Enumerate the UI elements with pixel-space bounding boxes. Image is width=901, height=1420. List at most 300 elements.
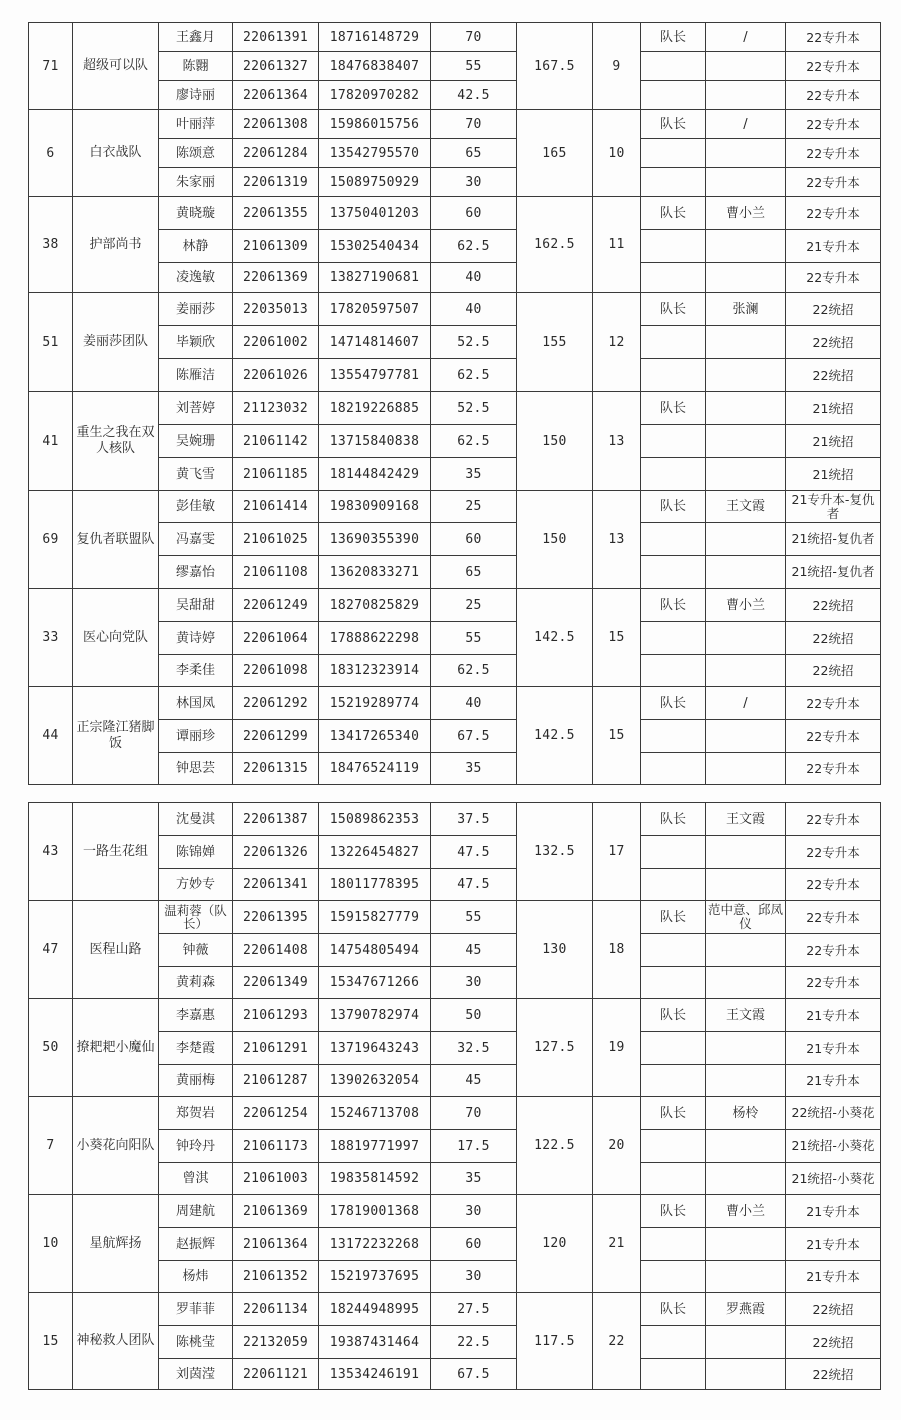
- member-note: 22专升本: [786, 967, 881, 999]
- team-rank: 15: [593, 589, 641, 687]
- team-advisor: 曹小兰: [706, 197, 786, 230]
- member-role: [641, 52, 706, 81]
- phone-number: 13715840838: [319, 425, 431, 458]
- table-row: [29, 110, 881, 139]
- member-score: 55: [431, 52, 517, 81]
- member-note: 22专升本: [786, 81, 881, 110]
- member-name: 刘茵滢: [159, 1359, 233, 1390]
- member-name: 谭丽珍: [159, 720, 233, 753]
- student-id: 21061025: [233, 523, 319, 556]
- team-advisor-empty: [706, 81, 786, 110]
- team-advisor: 王文霞: [706, 491, 786, 523]
- ranking-table-bottom: [28, 802, 881, 1390]
- table-row: [29, 1097, 881, 1130]
- team-advisor-empty: [706, 934, 786, 967]
- student-id: 22061292: [233, 687, 319, 720]
- member-role: [641, 934, 706, 967]
- student-id: 22061349: [233, 967, 319, 999]
- table-row: [29, 803, 881, 836]
- member-name: 钟思芸: [159, 753, 233, 785]
- member-note: 22专升本: [786, 23, 881, 52]
- member-role: [641, 326, 706, 359]
- team-advisor-empty: [706, 359, 786, 392]
- phone-number: 18716148729: [319, 23, 431, 52]
- team-name: 撩耙耙小魔仙: [73, 999, 159, 1097]
- member-note: 21专升本: [786, 1261, 881, 1293]
- member-name: 姜丽莎: [159, 293, 233, 326]
- phone-number: 15089750929: [319, 168, 431, 197]
- member-name: 凌逸敏: [159, 263, 233, 293]
- phone-number: 19387431464: [319, 1326, 431, 1359]
- phone-number: 15302540434: [319, 230, 431, 263]
- member-role: [641, 1261, 706, 1293]
- member-note: 21统招: [786, 392, 881, 425]
- member-note: 21专升本: [786, 1228, 881, 1261]
- team-number: 50: [29, 999, 73, 1097]
- student-id: 21061142: [233, 425, 319, 458]
- student-id: 22132059: [233, 1326, 319, 1359]
- member-role: 队长: [641, 491, 706, 523]
- team-number: 71: [29, 23, 73, 110]
- phone-number: 13902632054: [319, 1065, 431, 1097]
- member-role: [641, 230, 706, 263]
- member-role: [641, 523, 706, 556]
- student-id: 21123032: [233, 392, 319, 425]
- member-name: 钟玲丹: [159, 1130, 233, 1163]
- member-name: 方妙专: [159, 869, 233, 901]
- member-role: [641, 1130, 706, 1163]
- member-score: 42.5: [431, 81, 517, 110]
- member-note: 21统招-小葵花: [786, 1163, 881, 1195]
- member-note: 22统招: [786, 359, 881, 392]
- member-note: 21专升本-复仇者: [786, 491, 881, 523]
- member-score: 25: [431, 589, 517, 622]
- student-id: 22061327: [233, 52, 319, 81]
- member-score: 37.5: [431, 803, 517, 836]
- member-note: 21专升本: [786, 1195, 881, 1228]
- member-score: 25: [431, 491, 517, 523]
- member-role: 队长: [641, 392, 706, 425]
- member-note: 22统招: [786, 293, 881, 326]
- member-score: 35: [431, 458, 517, 491]
- team-rank: 19: [593, 999, 641, 1097]
- student-id: 21061352: [233, 1261, 319, 1293]
- phone-number: 18270825829: [319, 589, 431, 622]
- member-note: 21专升本: [786, 1032, 881, 1065]
- phone-number: 13827190681: [319, 263, 431, 293]
- team-rank: 10: [593, 110, 641, 197]
- phone-number: 18819771997: [319, 1130, 431, 1163]
- table-row: [29, 1195, 881, 1228]
- team-total-score: 150: [517, 491, 593, 589]
- team-rank: 12: [593, 293, 641, 392]
- member-note: 22统招: [786, 622, 881, 655]
- team-total-score: 150: [517, 392, 593, 491]
- team-rank: 18: [593, 901, 641, 999]
- team-advisor-empty: [706, 836, 786, 869]
- member-note: 22统招: [786, 655, 881, 687]
- table-row: [29, 392, 881, 425]
- team-number: 51: [29, 293, 73, 392]
- member-note: 22专升本: [786, 803, 881, 836]
- member-role: 队长: [641, 589, 706, 622]
- team-rank: 13: [593, 392, 641, 491]
- team-advisor-empty: [706, 556, 786, 589]
- table-row: [29, 491, 881, 523]
- member-role: [641, 720, 706, 753]
- member-score: 35: [431, 753, 517, 785]
- member-note: 22统招: [786, 589, 881, 622]
- student-id: 22061408: [233, 934, 319, 967]
- team-rank: 21: [593, 1195, 641, 1293]
- team-total-score: 130: [517, 901, 593, 999]
- member-name: 冯嘉雯: [159, 523, 233, 556]
- member-note: 22专升本: [786, 110, 881, 139]
- member-name: 彭佳敏: [159, 491, 233, 523]
- phone-number: 18312323914: [319, 655, 431, 687]
- member-name: 黄飞雪: [159, 458, 233, 491]
- team-number: 7: [29, 1097, 73, 1195]
- team-number: 15: [29, 1293, 73, 1390]
- table-row: [29, 687, 881, 720]
- member-score: 70: [431, 23, 517, 52]
- member-name: 吴甜甜: [159, 589, 233, 622]
- team-advisor: [706, 392, 786, 425]
- member-score: 40: [431, 263, 517, 293]
- table-row: [29, 197, 881, 230]
- student-id: 21061293: [233, 999, 319, 1032]
- member-score: 65: [431, 556, 517, 589]
- member-note: 22统招: [786, 1326, 881, 1359]
- member-note: 22专升本: [786, 753, 881, 785]
- student-id: 22061326: [233, 836, 319, 869]
- member-score: 67.5: [431, 720, 517, 753]
- student-id: 21061369: [233, 1195, 319, 1228]
- member-role: [641, 81, 706, 110]
- phone-number: 15089862353: [319, 803, 431, 836]
- team-total-score: 117.5: [517, 1293, 593, 1390]
- phone-number: 15219737695: [319, 1261, 431, 1293]
- member-role: [641, 869, 706, 901]
- member-note: 21统招-复仇者: [786, 523, 881, 556]
- member-role: [641, 425, 706, 458]
- phone-number: 19835814592: [319, 1163, 431, 1195]
- member-name: 杨炜: [159, 1261, 233, 1293]
- member-name: 缪嘉怡: [159, 556, 233, 589]
- student-id: 22061319: [233, 168, 319, 197]
- student-id: 21061003: [233, 1163, 319, 1195]
- team-advisor: /: [706, 23, 786, 52]
- team-name: 医程山路: [73, 901, 159, 999]
- member-role: [641, 1228, 706, 1261]
- student-id: 21061291: [233, 1032, 319, 1065]
- member-role: 队长: [641, 1097, 706, 1130]
- table-row: [29, 901, 881, 934]
- member-role: [641, 1032, 706, 1065]
- team-rank: 20: [593, 1097, 641, 1195]
- team-name: 医心向党队: [73, 589, 159, 687]
- member-score: 70: [431, 110, 517, 139]
- phone-number: 15219289774: [319, 687, 431, 720]
- member-name: 陈雁洁: [159, 359, 233, 392]
- student-id: 22061284: [233, 139, 319, 168]
- member-note: 22专升本: [786, 720, 881, 753]
- member-score: 30: [431, 168, 517, 197]
- student-id: 22061026: [233, 359, 319, 392]
- member-name: 郑贺岩: [159, 1097, 233, 1130]
- student-id: 21061108: [233, 556, 319, 589]
- team-name: 护部尚书: [73, 197, 159, 293]
- member-score: 60: [431, 197, 517, 230]
- member-role: [641, 1326, 706, 1359]
- member-name: 林静: [159, 230, 233, 263]
- team-name: 星航辉扬: [73, 1195, 159, 1293]
- student-id: 22035013: [233, 293, 319, 326]
- table-row: [29, 23, 881, 52]
- student-id: 22061002: [233, 326, 319, 359]
- phone-number: 13750401203: [319, 197, 431, 230]
- student-id: 22061369: [233, 263, 319, 293]
- member-name: 李楚霞: [159, 1032, 233, 1065]
- team-name: 一路生花组: [73, 803, 159, 901]
- phone-number: 13534246191: [319, 1359, 431, 1390]
- member-note: 22专升本: [786, 836, 881, 869]
- member-score: 60: [431, 1228, 517, 1261]
- member-role: 队长: [641, 1293, 706, 1326]
- phone-number: 17820970282: [319, 81, 431, 110]
- student-id: 22061355: [233, 197, 319, 230]
- team-number: 41: [29, 392, 73, 491]
- team-advisor-empty: [706, 1163, 786, 1195]
- team-advisor: 王文霞: [706, 999, 786, 1032]
- member-role: [641, 1065, 706, 1097]
- team-total-score: 132.5: [517, 803, 593, 901]
- member-name: 陈桃莹: [159, 1326, 233, 1359]
- member-role: [641, 967, 706, 999]
- member-score: 52.5: [431, 392, 517, 425]
- student-id: 22061391: [233, 23, 319, 52]
- student-id: 22061121: [233, 1359, 319, 1390]
- team-advisor: 范中意、邱凤仪: [706, 901, 786, 934]
- team-number: 10: [29, 1195, 73, 1293]
- member-role: [641, 655, 706, 687]
- member-name: 刘菩婷: [159, 392, 233, 425]
- member-score: 40: [431, 293, 517, 326]
- member-score: 65: [431, 139, 517, 168]
- team-rank: 13: [593, 491, 641, 589]
- phone-number: 15986015756: [319, 110, 431, 139]
- member-role: 队长: [641, 293, 706, 326]
- member-name: 李柔佳: [159, 655, 233, 687]
- member-score: 22.5: [431, 1326, 517, 1359]
- phone-number: 18011778395: [319, 869, 431, 901]
- phone-number: 13554797781: [319, 359, 431, 392]
- phone-number: 13172232268: [319, 1228, 431, 1261]
- team-advisor-empty: [706, 230, 786, 263]
- team-advisor: 曹小兰: [706, 1195, 786, 1228]
- member-note: 22专升本: [786, 263, 881, 293]
- phone-number: 15347671266: [319, 967, 431, 999]
- member-score: 62.5: [431, 359, 517, 392]
- member-score: 45: [431, 1065, 517, 1097]
- member-role: [641, 168, 706, 197]
- member-note: 22专升本: [786, 901, 881, 934]
- member-note: 21专升本: [786, 230, 881, 263]
- member-score: 52.5: [431, 326, 517, 359]
- member-role: 队长: [641, 999, 706, 1032]
- table-row: [29, 589, 881, 622]
- phone-number: 18219226885: [319, 392, 431, 425]
- phone-number: 13417265340: [319, 720, 431, 753]
- member-role: 队长: [641, 23, 706, 52]
- phone-number: 15915827779: [319, 901, 431, 934]
- member-role: [641, 556, 706, 589]
- member-role: [641, 359, 706, 392]
- student-id: 22061134: [233, 1293, 319, 1326]
- member-role: [641, 263, 706, 293]
- student-id: 22061249: [233, 589, 319, 622]
- member-score: 55: [431, 901, 517, 934]
- student-id: 22061308: [233, 110, 319, 139]
- member-score: 62.5: [431, 425, 517, 458]
- student-id: 22061341: [233, 869, 319, 901]
- member-name: 李嘉惠: [159, 999, 233, 1032]
- member-score: 60: [431, 523, 517, 556]
- team-advisor-empty: [706, 1326, 786, 1359]
- team-advisor: 杨柃: [706, 1097, 786, 1130]
- team-total-score: 127.5: [517, 999, 593, 1097]
- phone-number: 15246713708: [319, 1097, 431, 1130]
- member-note: 22专升本: [786, 687, 881, 720]
- member-name: 周建航: [159, 1195, 233, 1228]
- team-advisor-empty: [706, 326, 786, 359]
- team-name: 复仇者联盟队: [73, 491, 159, 589]
- member-note: 21统招: [786, 425, 881, 458]
- member-score: 17.5: [431, 1130, 517, 1163]
- member-note: 21统招-复仇者: [786, 556, 881, 589]
- team-advisor-empty: [706, 1130, 786, 1163]
- team-advisor-empty: [706, 967, 786, 999]
- member-note: 22专升本: [786, 168, 881, 197]
- member-score: 47.5: [431, 836, 517, 869]
- phone-number: 14754805494: [319, 934, 431, 967]
- student-id: 21061414: [233, 491, 319, 523]
- member-score: 30: [431, 1195, 517, 1228]
- member-name: 罗菲菲: [159, 1293, 233, 1326]
- member-role: [641, 622, 706, 655]
- phone-number: 13620833271: [319, 556, 431, 589]
- team-name: 姜丽莎团队: [73, 293, 159, 392]
- student-id: 22061254: [233, 1097, 319, 1130]
- member-name: 林国凤: [159, 687, 233, 720]
- team-rank: 22: [593, 1293, 641, 1390]
- team-advisor-empty: [706, 1065, 786, 1097]
- student-id: 21061287: [233, 1065, 319, 1097]
- team-advisor: 王文霞: [706, 803, 786, 836]
- team-total-score: 142.5: [517, 687, 593, 785]
- member-note: 21专升本: [786, 1065, 881, 1097]
- table-row: [29, 1293, 881, 1326]
- phone-number: 18476838407: [319, 52, 431, 81]
- member-note: 22统招: [786, 1293, 881, 1326]
- team-total-score: 167.5: [517, 23, 593, 110]
- member-note: 22专升本: [786, 197, 881, 230]
- team-total-score: 120: [517, 1195, 593, 1293]
- team-advisor-empty: [706, 458, 786, 491]
- member-score: 40: [431, 687, 517, 720]
- member-name: 温莉蓉（队长）: [159, 901, 233, 934]
- team-advisor-empty: [706, 139, 786, 168]
- member-name: 陈颂意: [159, 139, 233, 168]
- member-note: 22专升本: [786, 52, 881, 81]
- team-name: 正宗隆江猪脚饭: [73, 687, 159, 785]
- member-score: 62.5: [431, 230, 517, 263]
- member-name: 沈曼淇: [159, 803, 233, 836]
- team-name: 白衣战队: [73, 110, 159, 197]
- member-name: 叶丽萍: [159, 110, 233, 139]
- student-id: 22061315: [233, 753, 319, 785]
- phone-number: 13690355390: [319, 523, 431, 556]
- table-row: [29, 999, 881, 1032]
- member-note: 21统招: [786, 458, 881, 491]
- member-note: 21专升本: [786, 999, 881, 1032]
- team-advisor-empty: [706, 263, 786, 293]
- team-advisor-empty: [706, 168, 786, 197]
- phone-number: 17819001368: [319, 1195, 431, 1228]
- member-name: 钟薇: [159, 934, 233, 967]
- team-name: 神秘救人团队: [73, 1293, 159, 1390]
- team-rank: 11: [593, 197, 641, 293]
- member-score: 35: [431, 1163, 517, 1195]
- team-number: 43: [29, 803, 73, 901]
- member-name: 黄丽梅: [159, 1065, 233, 1097]
- member-score: 70: [431, 1097, 517, 1130]
- phone-number: 17820597507: [319, 293, 431, 326]
- team-number: 69: [29, 491, 73, 589]
- team-name: 超级可以队: [73, 23, 159, 110]
- phone-number: 13226454827: [319, 836, 431, 869]
- team-advisor-empty: [706, 1228, 786, 1261]
- member-score: 50: [431, 999, 517, 1032]
- member-score: 32.5: [431, 1032, 517, 1065]
- member-note: 22专升本: [786, 869, 881, 901]
- team-name: 小葵花向阳队: [73, 1097, 159, 1195]
- member-name: 赵振辉: [159, 1228, 233, 1261]
- student-id: 21061364: [233, 1228, 319, 1261]
- student-id: 21061185: [233, 458, 319, 491]
- team-advisor-empty: [706, 655, 786, 687]
- team-total-score: 155: [517, 293, 593, 392]
- team-advisor: /: [706, 110, 786, 139]
- student-id: 22061387: [233, 803, 319, 836]
- member-note: 22统招: [786, 326, 881, 359]
- phone-number: 17888622298: [319, 622, 431, 655]
- student-id: 22061299: [233, 720, 319, 753]
- team-advisor-empty: [706, 622, 786, 655]
- member-role: 队长: [641, 110, 706, 139]
- member-name: 黄诗婷: [159, 622, 233, 655]
- member-role: [641, 753, 706, 785]
- team-number: 6: [29, 110, 73, 197]
- phone-number: 19830909168: [319, 491, 431, 523]
- phone-number: 18244948995: [319, 1293, 431, 1326]
- member-note: 21统招-小葵花: [786, 1130, 881, 1163]
- member-role: [641, 1359, 706, 1390]
- phone-number: 18144842429: [319, 458, 431, 491]
- member-note: 22统招-小葵花: [786, 1097, 881, 1130]
- member-name: 黄莉森: [159, 967, 233, 999]
- phone-number: 13719643243: [319, 1032, 431, 1065]
